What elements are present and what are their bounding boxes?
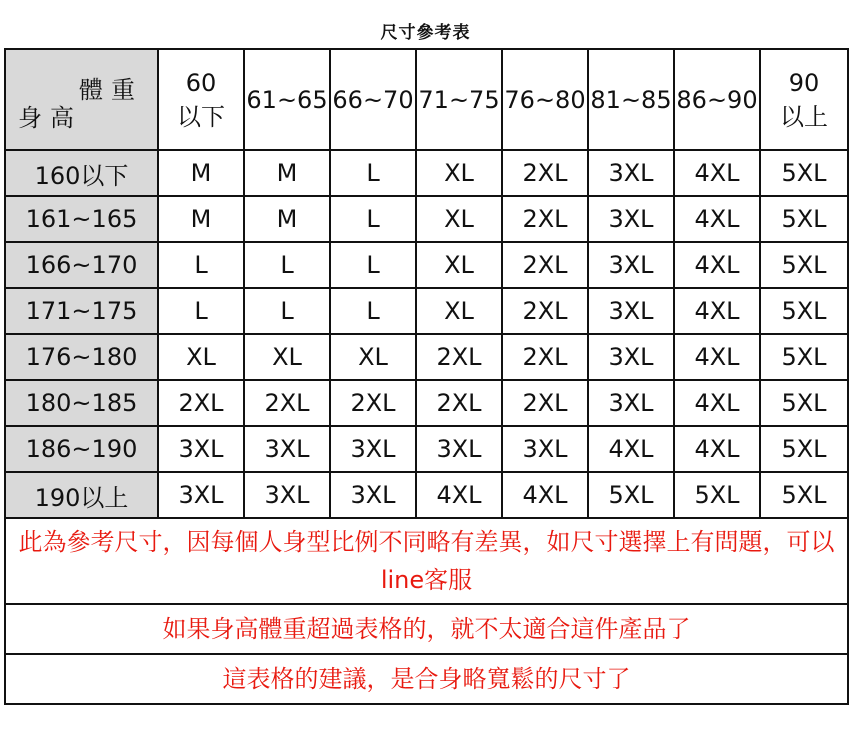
size-cell: 3XL — [244, 472, 330, 518]
size-cell: 2XL — [502, 334, 588, 380]
size-cell: 3XL — [588, 196, 674, 242]
size-cell: 2XL — [502, 288, 588, 334]
size-cell: 2XL — [502, 150, 588, 196]
note-fit-style: 這表格的建議，是合身略寬鬆的尺寸了 — [5, 654, 848, 704]
size-cell: 2XL — [330, 380, 416, 426]
table-row — [5, 380, 848, 426]
size-cell: 5XL — [588, 472, 674, 518]
size-cell: 5XL — [760, 242, 848, 288]
weight-header-line1: 76~80 — [504, 85, 586, 114]
size-cell: 4XL — [674, 150, 760, 196]
weight-axis-label: 體重 — [79, 76, 143, 104]
size-cell: XL — [416, 288, 502, 334]
size-cell: 3XL — [588, 334, 674, 380]
size-cell: 5XL — [760, 334, 848, 380]
weight-header-cell — [244, 49, 330, 150]
size-cell: 2XL — [502, 196, 588, 242]
size-cell: 3XL — [588, 242, 674, 288]
weight-header-line1: 90 — [788, 68, 820, 97]
size-cell: 5XL — [760, 196, 848, 242]
size-cell: 4XL — [674, 380, 760, 426]
size-cell: 4XL — [674, 196, 760, 242]
size-cell: L — [158, 288, 244, 334]
height-label-cell: 186~190 — [5, 426, 158, 472]
size-cell: 5XL — [674, 472, 760, 518]
note-row — [5, 654, 848, 704]
weight-header-line1: 66~70 — [332, 85, 414, 114]
height-label-cell: 190以上 — [5, 472, 158, 518]
note-fit-disclaimer: 此為參考尺寸，因每個人身型比例不同略有差異，如尺寸選擇上有問題，可以line客服 — [5, 518, 848, 604]
size-cell: L — [330, 196, 416, 242]
height-label-cell: 171~175 — [5, 288, 158, 334]
weight-header-cell — [502, 49, 588, 150]
corner-cell — [5, 49, 158, 150]
size-cell: M — [158, 150, 244, 196]
size-cell: 5XL — [760, 288, 848, 334]
table-row — [5, 472, 848, 518]
size-cell: 3XL — [244, 426, 330, 472]
size-cell: 3XL — [588, 150, 674, 196]
size-cell: 4XL — [674, 334, 760, 380]
size-cell: 3XL — [158, 426, 244, 472]
height-label-cell: 180~185 — [5, 380, 158, 426]
height-axis-label: 身高 — [18, 104, 82, 132]
weight-header-line2: 以下 — [177, 102, 225, 131]
size-cell: L — [244, 288, 330, 334]
note-row — [5, 604, 848, 654]
weight-header-line1: 60 — [185, 68, 217, 97]
note-row — [5, 518, 848, 604]
table-row — [5, 426, 848, 472]
size-cell: 4XL — [674, 288, 760, 334]
table-row — [5, 334, 848, 380]
table-row — [5, 242, 848, 288]
table-row — [5, 196, 848, 242]
weight-header-line1: 81~85 — [590, 85, 672, 114]
size-cell: L — [244, 242, 330, 288]
size-cell: 5XL — [760, 472, 848, 518]
size-cell: 3XL — [158, 472, 244, 518]
size-cell: 3XL — [330, 472, 416, 518]
size-cell: 3XL — [330, 426, 416, 472]
size-cell: XL — [330, 334, 416, 380]
size-cell: 2XL — [244, 380, 330, 426]
table-row — [5, 150, 848, 196]
height-label-cell: 166~170 — [5, 242, 158, 288]
weight-header-cell — [416, 49, 502, 150]
size-cell: XL — [158, 334, 244, 380]
size-cell: 5XL — [760, 150, 848, 196]
size-cell: 5XL — [760, 380, 848, 426]
weight-header-line1: 86~90 — [676, 85, 758, 114]
size-cell: M — [158, 196, 244, 242]
table-row — [5, 288, 848, 334]
weight-header-cell — [760, 49, 848, 150]
size-cell: 4XL — [674, 426, 760, 472]
weight-header-cell — [330, 49, 416, 150]
size-cell: 3XL — [588, 288, 674, 334]
size-cell: L — [158, 242, 244, 288]
size-chart-table — [4, 48, 849, 705]
size-cell: 3XL — [416, 426, 502, 472]
height-label-cell: 176~180 — [5, 334, 158, 380]
size-cell: 2XL — [416, 334, 502, 380]
weight-header-cell — [588, 49, 674, 150]
size-cell: M — [244, 150, 330, 196]
size-cell: 2XL — [502, 380, 588, 426]
size-cell: 4XL — [502, 472, 588, 518]
size-cell: 2XL — [158, 380, 244, 426]
size-cell: M — [244, 196, 330, 242]
header-row — [5, 49, 848, 150]
weight-header-cell — [674, 49, 760, 150]
size-cell: XL — [416, 242, 502, 288]
size-cell: 3XL — [588, 380, 674, 426]
weight-header-line1: 61~65 — [246, 85, 328, 114]
size-cell: 4XL — [416, 472, 502, 518]
size-cell: 4XL — [674, 242, 760, 288]
size-cell: XL — [416, 196, 502, 242]
note-out-of-range: 如果身高體重超過表格的，就不太適合這件產品了 — [5, 604, 848, 654]
size-cell: XL — [244, 334, 330, 380]
size-cell: 2XL — [416, 380, 502, 426]
height-label-cell: 161~165 — [5, 196, 158, 242]
weight-header-line1: 71~75 — [418, 85, 500, 114]
weight-header-cell — [158, 49, 244, 150]
size-cell: L — [330, 150, 416, 196]
height-label-cell: 160以下 — [5, 150, 158, 196]
size-cell: 3XL — [502, 426, 588, 472]
weight-header-line2: 以上 — [780, 102, 828, 131]
size-cell: XL — [416, 150, 502, 196]
size-cell: 4XL — [588, 426, 674, 472]
size-cell: L — [330, 242, 416, 288]
size-cell: 5XL — [760, 426, 848, 472]
size-cell: 2XL — [502, 242, 588, 288]
page-title: 尺寸參考表 — [380, 23, 471, 43]
size-cell: L — [330, 288, 416, 334]
